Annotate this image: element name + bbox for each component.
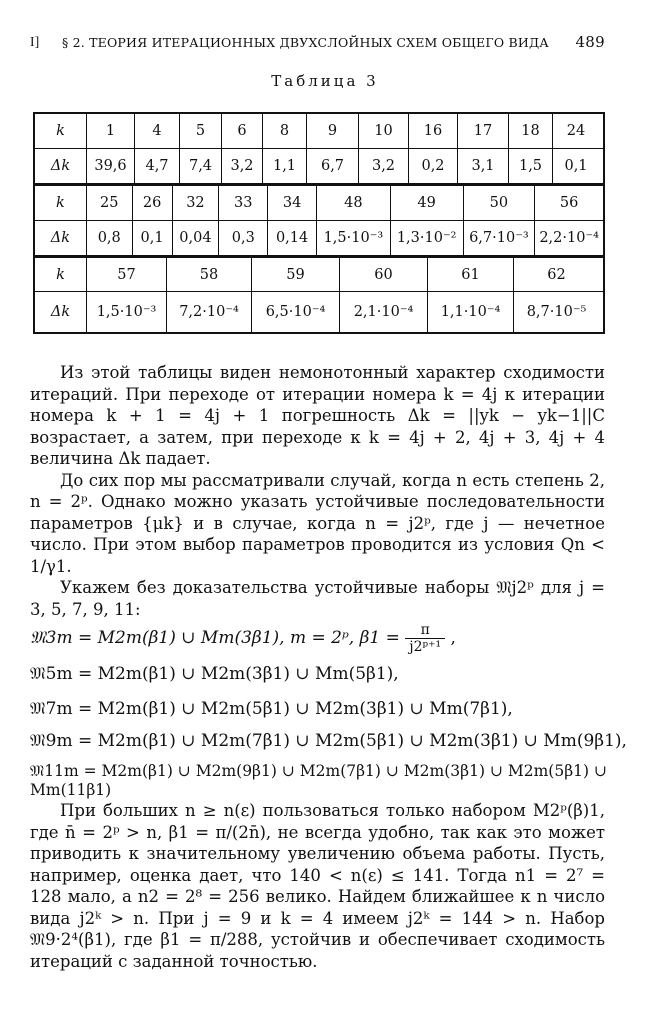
table-cell: 9 xyxy=(307,114,359,148)
table-cell: 6,7 xyxy=(307,149,359,183)
table-cell: 3,2 xyxy=(222,149,263,183)
table-row-k xyxy=(35,114,603,149)
table-cell: 4 xyxy=(135,114,180,148)
table-block-2 xyxy=(33,184,605,257)
table-cell: 57 xyxy=(87,258,167,291)
table-cell: 0,1 xyxy=(133,221,173,255)
table-row-delta xyxy=(35,221,603,255)
table-row-k xyxy=(35,258,603,292)
table-cell: 1,5·10⁻³ xyxy=(87,292,167,332)
table-row-delta xyxy=(35,292,603,332)
table-cell: 8 xyxy=(263,114,307,148)
table-block-3 xyxy=(33,256,605,334)
formula-5m: 𝔐5m = M2m(β1) ∪ M2m(3β1) ∪ Mm(5β1), xyxy=(30,664,399,684)
table-cell: 1,1 xyxy=(263,149,307,183)
table-cell: 50 xyxy=(464,186,536,220)
table-cell: 1,5·10⁻³ xyxy=(317,221,391,255)
table-cell: 60 xyxy=(340,258,428,291)
table-cell: 8,7·10⁻⁵ xyxy=(526,304,587,320)
table-cell: 39,6 xyxy=(87,149,135,183)
table-cell: 0,2 xyxy=(409,149,458,183)
table-cell: 58 xyxy=(167,258,252,291)
table-cell: 7,2·10⁻⁴ xyxy=(167,292,252,332)
table-cell: 6 xyxy=(222,114,263,148)
table-cell: 61 xyxy=(428,258,514,291)
row-header-k: k xyxy=(35,114,87,148)
table-cell: 0,8 xyxy=(87,221,133,255)
page-number: 489 xyxy=(575,33,605,51)
table-cell: 3,1 xyxy=(458,149,509,183)
table-cell: 2,1·10⁻⁴ xyxy=(340,292,428,332)
paragraph-odd-j: До сих пор мы рассматривали случай, когда n есть степень 2, n = 2ᵖ. Однако можно указать устойчивые последовательности параметров {μk} и в случае, когда n = j2ᵖ, где j — нечетное число. При этом выбор параметров проводится из условия Qn < 1/γ1. xyxy=(30,470,605,576)
table-cell: 0,04 xyxy=(173,221,220,255)
row-header-k: k xyxy=(35,186,87,220)
table-cell: 3,2 xyxy=(359,149,409,183)
table-cell: 1,5 xyxy=(509,149,553,183)
table-cell: 34 xyxy=(268,186,317,220)
table-cell: 5 xyxy=(180,114,222,148)
table-cell: 32 xyxy=(173,186,220,220)
formula-3m xyxy=(30,622,456,655)
fraction-denominator: j2ᵖ⁺¹ xyxy=(409,639,442,655)
text-block-1 xyxy=(30,362,605,620)
row-header-k: k xyxy=(35,258,87,291)
table-block-1 xyxy=(33,112,605,185)
table-cell: 1 xyxy=(87,114,135,148)
table-cell: 1,3·10⁻² xyxy=(391,221,464,255)
table-cell: 25 xyxy=(87,186,133,220)
table-row-k xyxy=(35,186,603,221)
paragraph-stable-sets-intro: Укажем без доказательства устойчивые наборы 𝔐j2ᵖ для j = 3, 5, 7, 9, 11: xyxy=(30,578,605,619)
chapter-mark: I] xyxy=(30,34,40,49)
table-cell: 16 xyxy=(409,114,458,148)
section-title: § 2. ТЕОРИЯ ИТЕРАЦИОННЫХ ДВУХСЛОЙНЫХ СХЕМ ОБЩЕГО ВИДА xyxy=(62,35,549,50)
table-cell: 18 xyxy=(509,114,553,148)
paragraph-table-comment: Из этой таблицы виден немонотонный характер сходимости итераций. При переходе от итерации номера k = 4j к итерации номера k + 1 = 4j + 1 погрешность Δk = ||yk − yk−1||C возрастает, а затем, при переходе к k = 4j + 2, 4j + 3, 4j + 4 величина Δk падает. xyxy=(30,363,605,468)
text-block-2 xyxy=(30,800,605,972)
fraction-numerator: π xyxy=(405,622,445,639)
table-caption: Таблица 3 xyxy=(271,72,379,90)
running-head xyxy=(30,34,605,56)
table-cell: 26 xyxy=(133,186,173,220)
table-cell: 59 xyxy=(252,258,340,291)
table-row-delta xyxy=(35,149,603,183)
table-cell: 7,4 xyxy=(180,149,222,183)
table-cell: 49 xyxy=(391,186,464,220)
paragraph-large-n: При больших n ≥ n(ε) пользоваться только набором M2ᵖ(β)1, где n̄ = 2ᵖ > n, β1 = π/(2n̄), не всегда удобно, так как это может приводить к значительному увеличению объема работы. Пусть, например, оценка дает, что 140 < n(ε) ≤ 141. Тогда n1 = 2⁷ = 128 мало, а n2 = 2⁸ = 256 велико. Найдем ближайшее к n число вида j2ᵏ > n. При j = 9 и k = 4 имеем j2ᵏ = 144 > n. Набор 𝔐9·2⁴(β1), где β1 = π/288, устойчив и обеспечивает сходимость итераций с заданной точностью. xyxy=(30,801,605,971)
formula-7m: 𝔐7m = M2m(β1) ∪ M2m(5β1) ∪ M2m(3β1) ∪ Mm(7β1), xyxy=(30,699,513,719)
table-cell: 62 xyxy=(547,266,566,283)
row-header-delta: Δk xyxy=(35,149,87,183)
table-cell: 0,14 xyxy=(268,221,317,255)
table-cell: 17 xyxy=(458,114,509,148)
formula-tail: , xyxy=(445,628,456,648)
row-header-delta: Δk xyxy=(35,221,87,255)
table-cell: 2,2·10⁻⁴ xyxy=(539,230,599,246)
table-cell: 6,7·10⁻³ xyxy=(464,221,536,255)
table-cell: 24 xyxy=(566,123,586,139)
table-cell: 6,5·10⁻⁴ xyxy=(252,292,340,332)
table-cell: 4,7 xyxy=(135,149,180,183)
formula-9m: 𝔐9m = M2m(β1) ∪ M2m(7β1) ∪ M2m(5β1) ∪ M2m(3β1) ∪ Mm(9β1), xyxy=(30,731,627,751)
row-header-delta: Δk xyxy=(35,292,87,332)
table-cell: 0,1 xyxy=(564,158,588,174)
fraction xyxy=(405,622,445,655)
table-cell: 48 xyxy=(317,186,391,220)
table-cell: 10 xyxy=(359,114,409,148)
table-cell: 33 xyxy=(219,186,268,220)
formula-11m: 𝔐11m = M2m(β1) ∪ M2m(9β1) ∪ M2m(7β1) ∪ M2m(3β1) ∪ M2m(5β1) ∪ Mm(11β1) xyxy=(30,762,607,799)
table-cell: 0,3 xyxy=(219,221,268,255)
table-cell: 1,1·10⁻⁴ xyxy=(428,292,514,332)
formula-text: 𝔐3m = M2m(β1) ∪ Mm(3β1), m = 2ᵖ, β1 = xyxy=(30,628,406,648)
table-cell: 56 xyxy=(559,195,579,211)
